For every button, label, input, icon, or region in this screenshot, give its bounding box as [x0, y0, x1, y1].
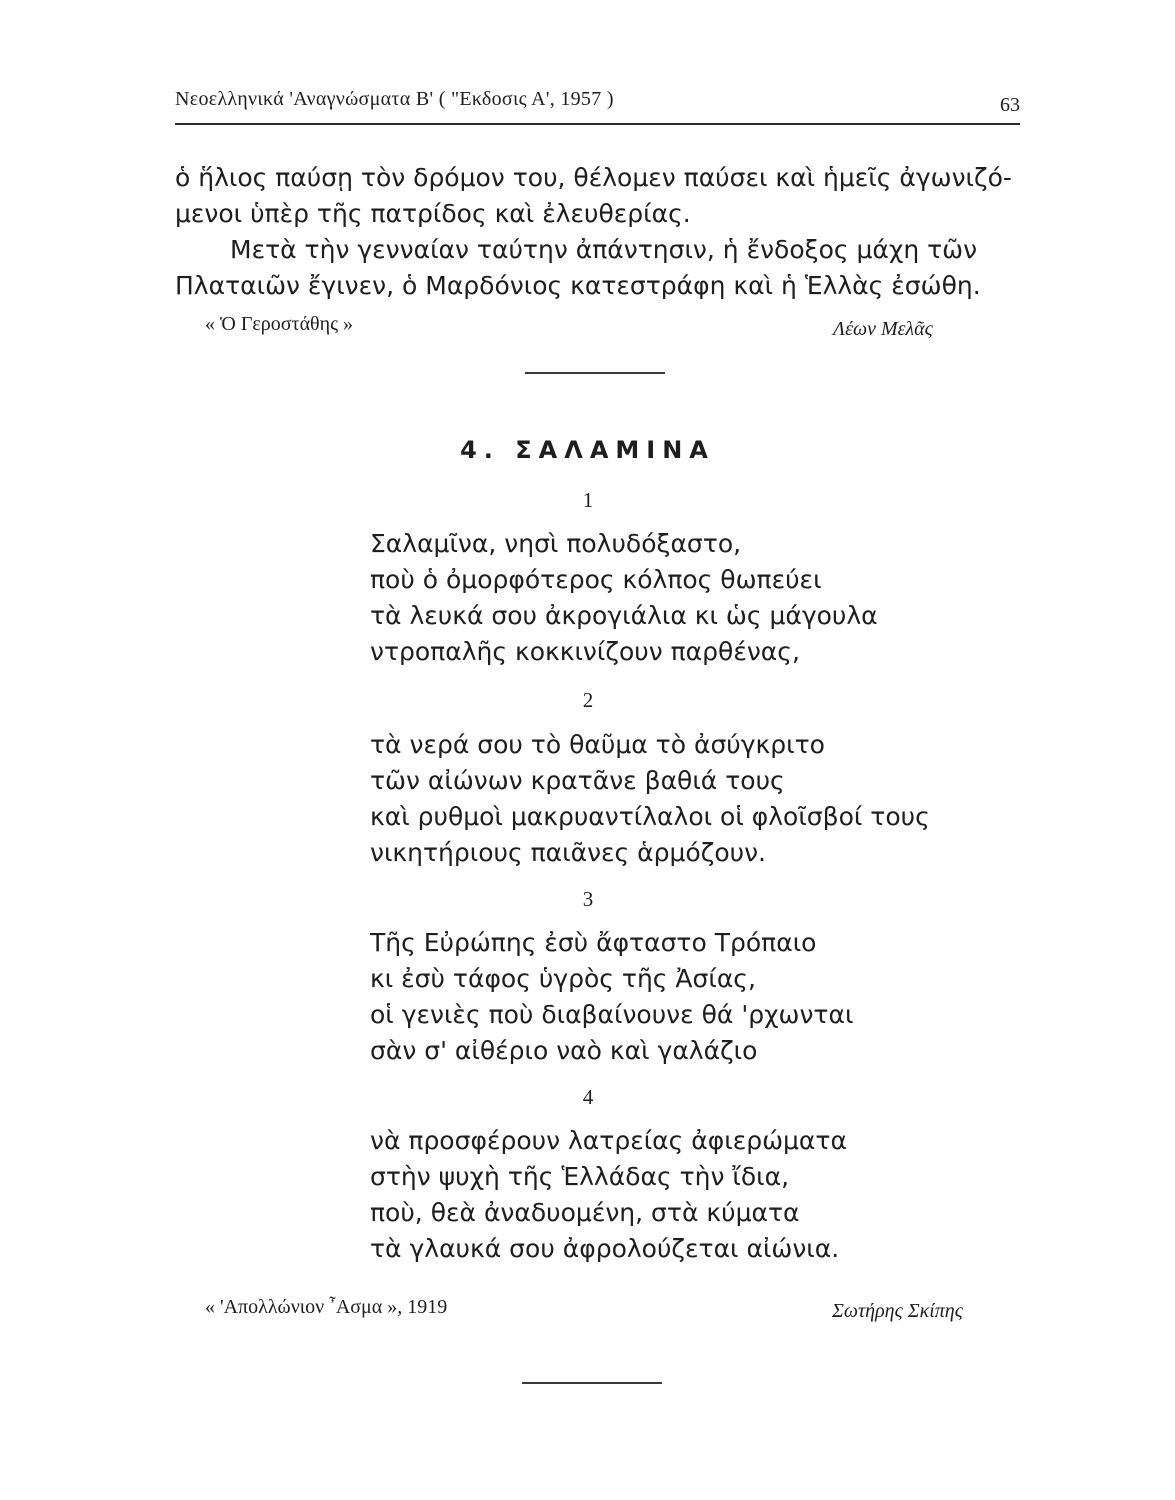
prose-line: μενοι ὑπὲρ τῆς πατρίδος καὶ ἐλευθερίας.: [175, 199, 691, 228]
verse-line: νικητήριους παιᾶνες ἁρμόζουν.: [370, 838, 766, 867]
page-number: 63: [1000, 94, 1020, 116]
stanza-number: 3: [582, 887, 594, 911]
prose-line: Μετὰ τὴν γενναίαν ταύτην ἀπάντησιν, ἡ ἔνδοξος μάχη τῶν: [230, 235, 978, 264]
verse-line: νὰ προσφέρουν λατρείας ἀφιερώματα: [370, 1126, 847, 1155]
header-title: Νεοελληνικά 'Αναγνώσματα Β' ( "Εκδοσις Α', 1957 ): [175, 88, 614, 110]
poem-author: Σωτήρης Σκίπης: [832, 1300, 963, 1322]
verse-line: οἱ γενιὲς ποὺ διαβαίνουνε θά 'ρχωνται: [370, 1000, 854, 1029]
poem-title: 4. ΣΑΛΑΜΙΝΑ: [460, 436, 715, 464]
prose-author: Λέων Μελᾶς: [833, 318, 933, 340]
verse-line: κι ἐσὺ τάφος ὑγρὸς τῆς Ἀσίας,: [370, 964, 756, 993]
verse-line: σὰν σ' αἰθέριο ναὸ καὶ γαλάζιο: [370, 1036, 758, 1065]
verse-line: ντροπαλῆς κοκκινίζουν παρθένας,: [370, 637, 800, 666]
verse-line: ποὺ ὁ ὀμορφότερος κόλπος θωπεύει: [370, 565, 822, 594]
header-rule: [175, 123, 1020, 125]
verse-line: Τῆς Εὐρώπης ἐσὺ ἄφταστο Τρόπαιο: [370, 928, 817, 957]
verse-line: Σαλαμῖνα, νησὶ πολυδόξαστο,: [370, 529, 742, 558]
prose-line: ὁ ἥλιος παύσῃ τὸν δρόμον του, θέλομεν παύσει καὶ ἡμεῖς ἀγωνιζό-: [175, 163, 1012, 192]
section-divider: [525, 372, 665, 374]
prose-source: « Ὁ Γεροστάθης »: [205, 313, 354, 335]
verse-line: καὶ ρυθμοὶ μακρυαντίλαλοι οἱ φλοῖσβοί τους: [370, 802, 930, 831]
poem-source: « 'Απολλώνιον ῏Ασμα », 1919: [205, 1296, 448, 1318]
stanza-number: 1: [582, 488, 594, 512]
verse-line: ποὺ, θεὰ ἀναδυομένη, στὰ κύματα: [370, 1198, 800, 1227]
verse-line: τὰ γλαυκά σου ἀφρολούζεται αἰώνια.: [370, 1234, 840, 1263]
verse-line: τὰ λευκά σου ἀκρογιάλια κι ὡς μάγουλα: [370, 601, 878, 630]
verse-line: στὴν ψυχὴ τῆς Ἑλλάδας τὴν ἴδια,: [370, 1162, 790, 1191]
prose-line: Πλαταιῶν ἔγινεν, ὁ Μαρδόνιος κατεστράφη καὶ ἡ Ἑλλὰς ἐσώθη.: [175, 271, 981, 300]
verse-line: τὰ νερά σου τὸ θαῦμα τὸ ἀσύγκριτο: [370, 730, 825, 759]
section-divider: [522, 1382, 662, 1384]
stanza-number: 4: [582, 1085, 594, 1109]
stanza-number: 2: [582, 688, 594, 712]
verse-line: τῶν αἰώνων κρατᾶνε βαθιά τους: [370, 766, 785, 795]
page-header: [175, 88, 1020, 118]
